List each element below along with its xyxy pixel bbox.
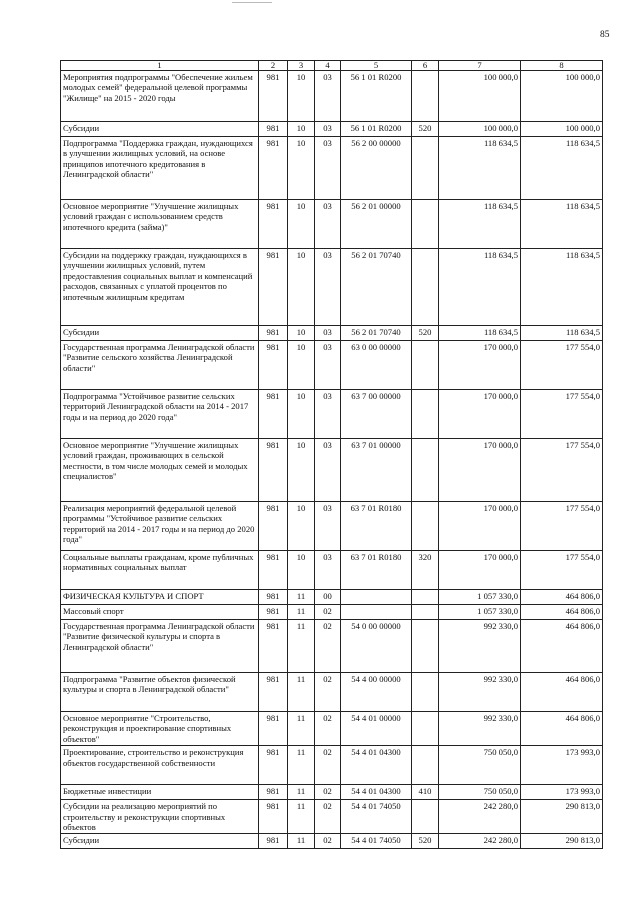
row-expense-type-cell: 520	[412, 326, 439, 341]
row-amount-1-cell: 1 057 330,0	[439, 590, 521, 605]
table-row	[61, 605, 603, 620]
row-section-cell: 10	[288, 326, 315, 341]
header-row	[61, 61, 603, 71]
row-expense-type-cell: 520	[412, 834, 439, 849]
row-expense-type-cell	[412, 390, 439, 439]
row-amount-2-cell: 177 554,0	[521, 390, 603, 439]
table-row	[61, 673, 603, 712]
table-row	[61, 746, 603, 785]
table-row	[61, 390, 603, 439]
row-target-article-cell	[341, 605, 412, 620]
row-section-cell: 10	[288, 71, 315, 122]
row-expense-type-cell: 320	[412, 551, 439, 590]
row-amount-1-cell: 750 050,0	[439, 785, 521, 800]
row-grbs-cell: 981	[259, 326, 288, 341]
row-amount-1-cell: 118 634,5	[439, 249, 521, 326]
row-expense-type-cell	[412, 137, 439, 200]
row-subsection-cell: 03	[315, 439, 341, 502]
row-target-article-cell: 54 0 00 00000	[341, 620, 412, 673]
row-subsection-cell: 03	[315, 390, 341, 439]
row-target-article-cell	[341, 590, 412, 605]
row-amount-2-cell: 118 634,5	[521, 200, 603, 249]
row-name-cell: Подпрограмма "Поддержка граждан, нуждающихся в улучшении жилищных условий, на основе принципов ипотечного кредитования в Ленинградской области"	[61, 137, 259, 200]
header-cell: 4	[315, 61, 341, 71]
header-cell: 8	[521, 61, 603, 71]
header-cell: 5	[341, 61, 412, 71]
row-amount-1-cell: 170 000,0	[439, 390, 521, 439]
row-amount-2-cell: 464 806,0	[521, 605, 603, 620]
row-target-article-cell: 63 7 01 00000	[341, 439, 412, 502]
row-subsection-cell: 03	[315, 551, 341, 590]
row-name-cell: Проектирование, строительство и реконструкция объектов государственной собственности	[61, 746, 259, 785]
row-grbs-cell: 981	[259, 590, 288, 605]
row-grbs-cell: 981	[259, 712, 288, 746]
row-expense-type-cell: 520	[412, 122, 439, 137]
row-target-article-cell: 56 1 01 R0200	[341, 122, 412, 137]
row-amount-1-cell: 992 330,0	[439, 620, 521, 673]
row-grbs-cell: 981	[259, 390, 288, 439]
row-subsection-cell: 03	[315, 137, 341, 200]
table-row	[61, 439, 603, 502]
row-section-cell: 10	[288, 390, 315, 439]
row-name-cell: Основное мероприятие "Улучшение жилищных условий граждан с использованием средств ипотечного кредита (займа)"	[61, 200, 259, 249]
row-name-cell: Государственная программа Ленинградской области "Развитие сельского хозяйства Ленинградской области"	[61, 341, 259, 390]
row-subsection-cell: 02	[315, 785, 341, 800]
header-cell: 6	[412, 61, 439, 71]
row-amount-2-cell: 177 554,0	[521, 439, 603, 502]
table-row	[61, 200, 603, 249]
row-amount-2-cell: 464 806,0	[521, 712, 603, 746]
row-amount-1-cell: 170 000,0	[439, 551, 521, 590]
row-section-cell: 11	[288, 673, 315, 712]
row-section-cell: 11	[288, 712, 315, 746]
row-amount-2-cell: 173 993,0	[521, 785, 603, 800]
row-target-article-cell: 54 4 01 04300	[341, 746, 412, 785]
row-expense-type-cell	[412, 712, 439, 746]
table-row	[61, 122, 603, 137]
row-target-article-cell: 56 1 01 R0200	[341, 71, 412, 122]
row-grbs-cell: 981	[259, 551, 288, 590]
row-target-article-cell: 54 4 01 04300	[341, 785, 412, 800]
row-subsection-cell: 02	[315, 712, 341, 746]
row-section-cell: 11	[288, 620, 315, 673]
row-subsection-cell: 02	[315, 800, 341, 834]
row-name-cell: Бюджетные инвестиции	[61, 785, 259, 800]
row-section-cell: 10	[288, 439, 315, 502]
row-amount-1-cell: 750 050,0	[439, 746, 521, 785]
row-subsection-cell: 02	[315, 834, 341, 849]
row-target-article-cell: 56 2 01 00000	[341, 200, 412, 249]
row-amount-1-cell: 242 280,0	[439, 834, 521, 849]
row-section-cell: 10	[288, 122, 315, 137]
row-amount-1-cell: 992 330,0	[439, 712, 521, 746]
table-row	[61, 785, 603, 800]
row-name-cell: Социальные выплаты гражданам, кроме публичных нормативных социальных выплат	[61, 551, 259, 590]
row-section-cell: 11	[288, 834, 315, 849]
row-target-article-cell: 56 2 01 70740	[341, 249, 412, 326]
row-amount-1-cell: 118 634,5	[439, 137, 521, 200]
row-amount-1-cell: 170 000,0	[439, 502, 521, 551]
row-expense-type-cell: 410	[412, 785, 439, 800]
row-expense-type-cell	[412, 341, 439, 390]
header-cell: 3	[288, 61, 315, 71]
row-name-cell: ФИЗИЧЕСКАЯ КУЛЬТУРА И СПОРТ	[61, 590, 259, 605]
table-row	[61, 341, 603, 390]
row-section-cell: 10	[288, 249, 315, 326]
row-name-cell: Подпрограмма "Устойчивое развитие сельских территорий Ленинградской области на 2014 - 2017 годы и на период до 2020 года"	[61, 390, 259, 439]
row-amount-2-cell: 100 000,0	[521, 71, 603, 122]
row-section-cell: 10	[288, 551, 315, 590]
row-name-cell: Государственная программа Ленинградской области "Развитие физической культуры и спорта в Ленинградской области"	[61, 620, 259, 673]
row-name-cell: Субсидии	[61, 122, 259, 137]
row-amount-2-cell: 100 000,0	[521, 122, 603, 137]
row-grbs-cell: 981	[259, 620, 288, 673]
row-name-cell: Основное мероприятие "Улучшение жилищных условий граждан, проживающих в сельской местности, в том числе молодых семей и молодых специалистов"	[61, 439, 259, 502]
row-target-article-cell: 54 4 01 74050	[341, 800, 412, 834]
row-amount-1-cell: 100 000,0	[439, 71, 521, 122]
row-amount-2-cell: 118 634,5	[521, 249, 603, 326]
row-grbs-cell: 981	[259, 834, 288, 849]
row-expense-type-cell	[412, 590, 439, 605]
row-grbs-cell: 981	[259, 502, 288, 551]
row-section-cell: 10	[288, 200, 315, 249]
row-name-cell: Основное мероприятие "Строительство, реконструкция и проектирование спортивных объектов"	[61, 712, 259, 746]
row-amount-2-cell: 464 806,0	[521, 620, 603, 673]
row-subsection-cell: 03	[315, 71, 341, 122]
row-amount-1-cell: 992 330,0	[439, 673, 521, 712]
row-grbs-cell: 981	[259, 341, 288, 390]
table-row	[61, 502, 603, 551]
row-section-cell: 10	[288, 341, 315, 390]
row-name-cell: Подпрограмма "Развитие объектов физической культуры и спорта в Ленинградской области"	[61, 673, 259, 712]
table-row	[61, 551, 603, 590]
row-target-article-cell: 54 4 01 74050	[341, 834, 412, 849]
row-grbs-cell: 981	[259, 439, 288, 502]
row-target-article-cell: 63 7 01 R0180	[341, 502, 412, 551]
page-number: 85	[600, 30, 610, 40]
row-expense-type-cell	[412, 800, 439, 834]
row-grbs-cell: 981	[259, 122, 288, 137]
row-amount-2-cell: 173 993,0	[521, 746, 603, 785]
row-target-article-cell: 63 7 00 00000	[341, 390, 412, 439]
row-subsection-cell: 03	[315, 502, 341, 551]
row-expense-type-cell	[412, 439, 439, 502]
row-grbs-cell: 981	[259, 673, 288, 712]
row-section-cell: 11	[288, 605, 315, 620]
row-name-cell: Субсидии	[61, 326, 259, 341]
row-subsection-cell: 03	[315, 249, 341, 326]
row-amount-2-cell: 177 554,0	[521, 502, 603, 551]
row-amount-1-cell: 1 057 330,0	[439, 605, 521, 620]
budget-table	[60, 60, 603, 849]
table-row	[61, 800, 603, 834]
row-amount-2-cell: 290 813,0	[521, 834, 603, 849]
row-amount-2-cell: 464 806,0	[521, 590, 603, 605]
row-name-cell: Реализация мероприятий федеральной целевой программы "Устойчивое развитие сельских территорий на 2014 - 2017 годы и на период до 2020 года"	[61, 502, 259, 551]
row-target-article-cell: 56 2 01 70740	[341, 326, 412, 341]
row-section-cell: 10	[288, 137, 315, 200]
scan-artifact-line	[232, 2, 272, 3]
row-amount-1-cell: 242 280,0	[439, 800, 521, 834]
row-subsection-cell: 02	[315, 673, 341, 712]
row-name-cell: Субсидии на реализацию мероприятий по строительству и реконструкции спортивных объектов	[61, 800, 259, 834]
row-amount-1-cell: 118 634,5	[439, 326, 521, 341]
row-section-cell: 11	[288, 785, 315, 800]
row-target-article-cell: 63 0 00 00000	[341, 341, 412, 390]
row-grbs-cell: 981	[259, 137, 288, 200]
row-amount-2-cell: 118 634,5	[521, 326, 603, 341]
row-subsection-cell: 00	[315, 590, 341, 605]
header-cell: 7	[439, 61, 521, 71]
row-target-article-cell: 63 7 01 R0180	[341, 551, 412, 590]
row-expense-type-cell	[412, 620, 439, 673]
row-section-cell: 10	[288, 502, 315, 551]
table-row	[61, 712, 603, 746]
row-grbs-cell: 981	[259, 800, 288, 834]
row-amount-1-cell: 170 000,0	[439, 439, 521, 502]
row-grbs-cell: 981	[259, 71, 288, 122]
row-amount-1-cell: 100 000,0	[439, 122, 521, 137]
row-name-cell: Массовый спорт	[61, 605, 259, 620]
row-expense-type-cell	[412, 746, 439, 785]
row-amount-2-cell: 290 813,0	[521, 800, 603, 834]
row-target-article-cell: 54 4 00 00000	[341, 673, 412, 712]
table-row	[61, 326, 603, 341]
table-row	[61, 590, 603, 605]
row-grbs-cell: 981	[259, 746, 288, 785]
row-expense-type-cell	[412, 249, 439, 326]
row-expense-type-cell	[412, 605, 439, 620]
row-target-article-cell: 54 4 01 00000	[341, 712, 412, 746]
row-name-cell: Субсидии	[61, 834, 259, 849]
row-subsection-cell: 03	[315, 200, 341, 249]
row-section-cell: 11	[288, 800, 315, 834]
table-row	[61, 834, 603, 849]
row-subsection-cell: 02	[315, 620, 341, 673]
table-row	[61, 249, 603, 326]
row-amount-2-cell: 118 634,5	[521, 137, 603, 200]
row-amount-1-cell: 118 634,5	[439, 200, 521, 249]
header-cell: 1	[61, 61, 259, 71]
row-grbs-cell: 981	[259, 605, 288, 620]
row-target-article-cell: 56 2 00 00000	[341, 137, 412, 200]
row-subsection-cell: 03	[315, 122, 341, 137]
row-amount-2-cell: 464 806,0	[521, 673, 603, 712]
row-amount-2-cell: 177 554,0	[521, 341, 603, 390]
row-expense-type-cell	[412, 200, 439, 249]
row-section-cell: 11	[288, 746, 315, 785]
row-name-cell: Мероприятия подпрограммы "Обеспечение жильем молодых семей" федеральной целевой программы "Жилище" на 2015 - 2020 годы	[61, 71, 259, 122]
header-cell: 2	[259, 61, 288, 71]
row-section-cell: 11	[288, 590, 315, 605]
row-grbs-cell: 981	[259, 785, 288, 800]
row-expense-type-cell	[412, 71, 439, 122]
table-row	[61, 137, 603, 200]
row-amount-1-cell: 170 000,0	[439, 341, 521, 390]
row-subsection-cell: 03	[315, 326, 341, 341]
table-row	[61, 71, 603, 122]
row-name-cell: Субсидии на поддержку граждан, нуждающихся в улучшении жилищных условий, путем предоставления социальных выплат и компенсаций расходов, связанных с уплатой процентов по ипотечным жилищным кредитам	[61, 249, 259, 326]
row-expense-type-cell	[412, 502, 439, 551]
row-grbs-cell: 981	[259, 249, 288, 326]
row-expense-type-cell	[412, 673, 439, 712]
row-amount-2-cell: 177 554,0	[521, 551, 603, 590]
row-grbs-cell: 981	[259, 200, 288, 249]
row-subsection-cell: 03	[315, 341, 341, 390]
row-subsection-cell: 02	[315, 605, 341, 620]
table-row	[61, 620, 603, 673]
row-subsection-cell: 02	[315, 746, 341, 785]
